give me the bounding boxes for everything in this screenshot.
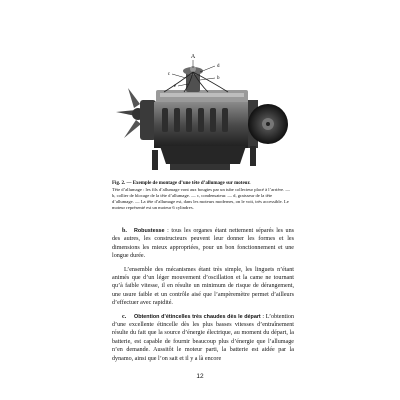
figure-caption — [112, 181, 294, 211]
body-text — [112, 227, 294, 363]
engine-photo — [100, 38, 300, 180]
section-c-text: : L’obtention d’une excellente étincelle dès les plus basses vitesses d’entraînement résulte du fait que la source d’énergie électrique, au moment du départ, la batterie, est capable de fournir beaucoup plus d’énergie que l’allumage n’en demande. Aussitôt le moteur parti, la batterie est aidée par la dynamo, ainsi que l’on sait et il y a là encore — [112, 313, 294, 362]
figure-label-e: e — [173, 84, 176, 89]
section-c-letter: c. — [122, 313, 127, 320]
paragraph-2: L’ensemble des mécanismes étant très simple, les linguets n’étant animés que d’un léger mouvement d’oscillation et la came ne tournant qu’à faible vitesse, il en résulte un minimum de risque de dérangement, une usure faible et un contrôle aisé que l’ampèremètre permet d’ailleurs d’effectuer avec rapidité. — [112, 266, 294, 307]
figure-label-d: d — [217, 64, 220, 69]
figure-label-a: A — [190, 54, 196, 60]
section-b-letter: b. — [122, 228, 127, 234]
caption-title: Fig. 2. — Exemple de montage d’une tête d’allumage sur moteur. — [112, 181, 251, 186]
figure-label-c: c — [167, 72, 170, 77]
section-b-text: : tous les organes étant nettement séparés les uns des autres, les constructeurs peuvent leur donner les formes et les dimensions les mieux appropriées, pour un bon fonctionnement et une longue durée. — [112, 228, 294, 260]
section-c-paragraph — [112, 313, 294, 363]
section-b-term: Robustesse — [134, 228, 165, 234]
page-number: 12 — [196, 373, 204, 380]
section-b-paragraph — [112, 227, 294, 261]
section-c-term: Obtention d’étincelles très chaudes dès le départ — [134, 313, 261, 320]
caption-text: Tête d’allumage : les fils d’allumage vont aux bougies par un tube collecteur placé à l’arrière. — b, collier de blocage de la tête d’allumage. — c, condensateur. — d, graisseur de la tête d’allumage. — La tête d’allumage est, dans les moteurs modernes, on le voit, très accessible. Le moteur représenté est un moteur 6 cylindres. — [112, 187, 290, 210]
figure-label-b: b — [217, 76, 220, 81]
